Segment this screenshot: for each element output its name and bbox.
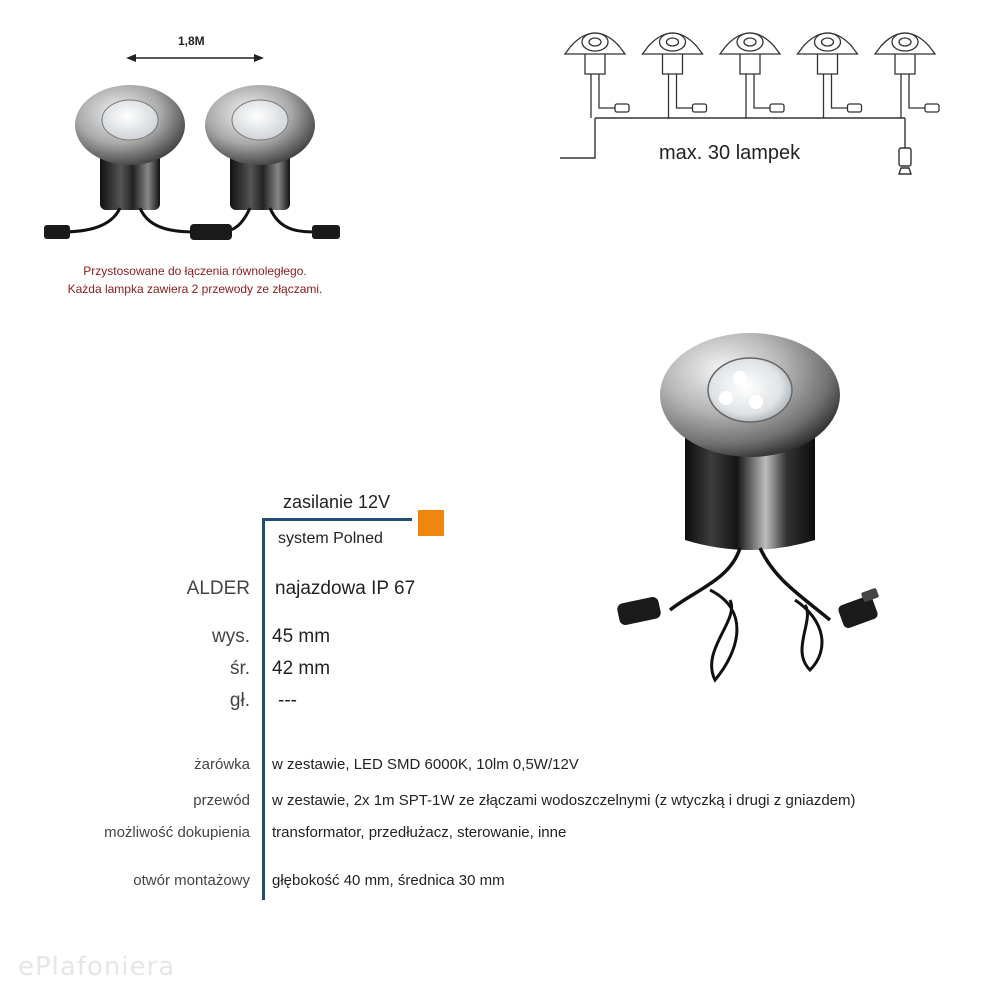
dim-value-depth: ---: [278, 690, 297, 711]
detail-value-cable: w zestawie, 2x 1m SPT-1W ze złączami wodoszczelnymi (z wtyczką i drugi z gniazdem): [272, 792, 856, 809]
chain-lamp-icon: [875, 33, 939, 118]
model-type: najazdowa IP 67: [275, 578, 416, 599]
header-divider: [262, 518, 412, 521]
dim-label-diameter: śr.: [229, 658, 250, 679]
system-color-swatch: [418, 510, 444, 536]
chain-label: max. 30 lampek: [659, 142, 801, 164]
dim-value-diameter: 42 mm: [272, 658, 331, 679]
system-label: system Polned: [278, 530, 383, 547]
power-label: zasilanie 12V: [283, 492, 391, 512]
detail-label-extras: możliwość dokupienia: [104, 824, 250, 841]
caption-line-2: Każda lampka zawiera 2 przewody ze złączami.: [67, 282, 323, 296]
chain-lamp-icon: [720, 33, 784, 118]
parallel-connection-illustration: [30, 20, 360, 310]
dim-label-depth: gł.: [229, 690, 250, 711]
detail-label-bulb: żarówka: [194, 756, 250, 773]
model-name: ALDER: [186, 578, 250, 599]
detail-value-bulb: w zestawie, LED SMD 6000K, 10lm 0,5W/12V: [272, 756, 579, 773]
detail-value-mounting: głębokość 40 mm, średnica 30 mm: [272, 872, 505, 889]
detail-label-cable: przewód: [193, 792, 250, 809]
chain-lamp-icon: [643, 33, 707, 118]
chain-lamp-icon: [565, 33, 629, 118]
chain-lamp-icon: [798, 33, 862, 118]
detail-value-extras: transformator, przedłużacz, sterowanie, inne: [272, 824, 567, 841]
chain-connection-illustration: [555, 18, 945, 178]
specification-block: [0, 480, 999, 910]
watermark-logo: ePlafoniera: [18, 952, 176, 982]
dim-label-height: wys.: [212, 626, 250, 647]
two-lamps-image: [30, 20, 360, 250]
vertical-divider: [262, 518, 265, 900]
dim-value-height: 45 mm: [272, 626, 331, 647]
dimension-label: 1,8M: [178, 34, 205, 48]
detail-label-mounting: otwór montażowy: [133, 872, 250, 889]
caption-line-1: Przystosowane do łączenia równoległego.: [83, 264, 307, 278]
